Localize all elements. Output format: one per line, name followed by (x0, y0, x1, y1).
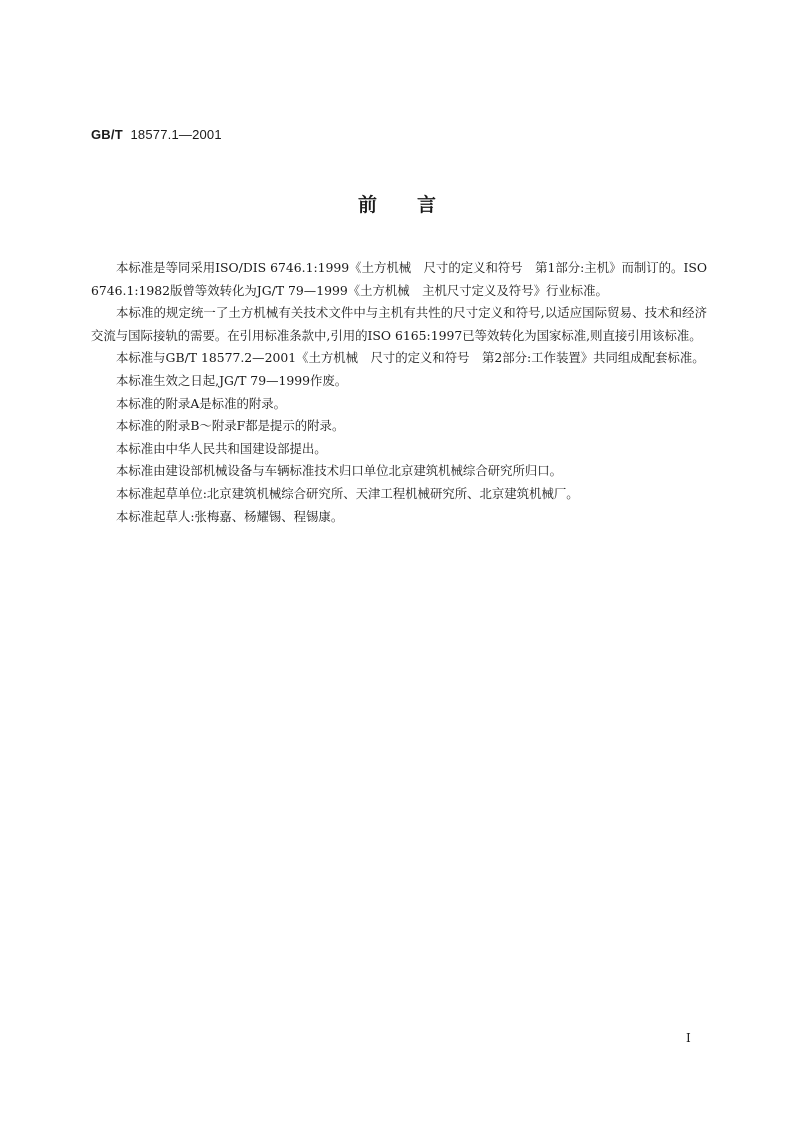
paragraph: 本标准的附录A是标准的附录。 (116, 395, 287, 411)
paragraph: 本标准的规定统一了土方机械有关技术文件中与主机有共性的尺寸定义和符号,以适应国际贸易、技术和经济交流与国际接轨的需要。在引用标准条款中,引用的ISO 6165:1997已等效转化为国家标准,则直接引用该标准。 (91, 305, 707, 343)
foreword-body (91, 257, 707, 528)
page-number: I (686, 1031, 691, 1045)
page-title: 前言 (357, 194, 476, 216)
standard-number: 18577.1—2001 (130, 127, 222, 142)
paragraph: 本标准生效之日起,JG/T 79—1999作废。 (116, 372, 348, 388)
standard-prefix: GB/T (91, 127, 123, 142)
paragraph: 本标准起草单位:北京建筑机械综合研究所、天津工程机械研究所、北京建筑机械厂。 (116, 485, 579, 501)
paragraph: 本标准的附录B～附录F都是提示的附录。 (116, 418, 345, 434)
paragraph: 本标准与GB/T 18577.2—2001《土方机械 尺寸的定义和符号 第2部分:工作装置》共同组成配套标准。 (116, 350, 705, 366)
paragraph: 本标准起草人:张梅嘉、杨耀锡、程锡康。 (116, 508, 344, 524)
paragraph: 本标准由建设部机械设备与车辆标准技术归口单位北京建筑机械综合研究所归口。 (116, 463, 563, 479)
paragraph: 本标准是等同采用ISO/DIS 6746.1:1999《土方机械 尺寸的定义和符号 第1部分:主机》而制订的。ISO 6746.1:1982版曾等效转化为JG/T 79—1999《土方机械 主机尺寸定义及符号》行业标准。 (91, 260, 707, 298)
paragraph: 本标准由中华人民共和国建设部提出。 (116, 440, 327, 456)
standard-code (91, 127, 222, 142)
